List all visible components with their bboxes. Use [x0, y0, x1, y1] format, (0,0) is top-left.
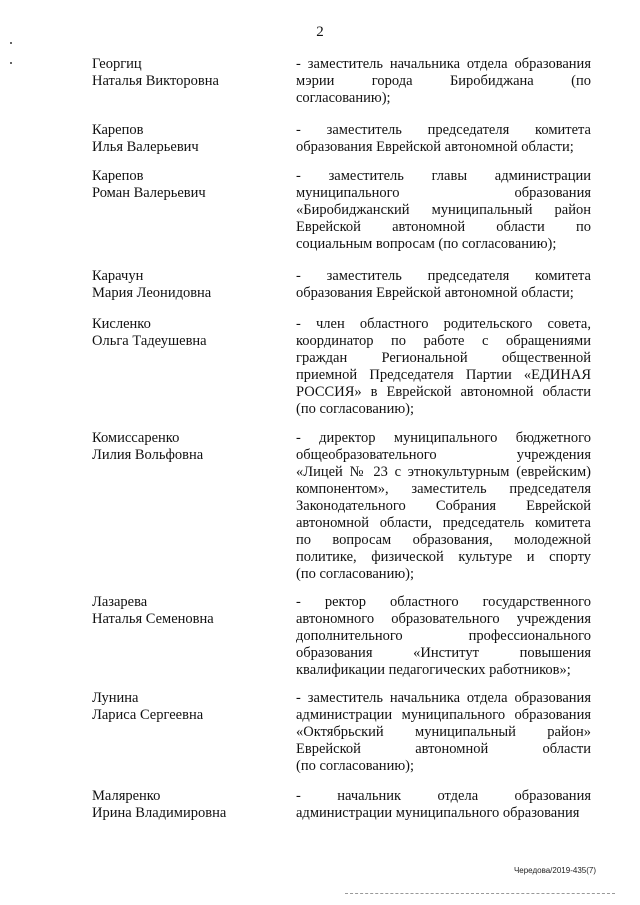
role-line: - ректор областного государственного [296, 594, 591, 610]
role-line: приемной Председателя Партии «ЕДИНАЯ [296, 367, 591, 383]
member-name [92, 168, 282, 202]
member-surname: Лунина [92, 690, 139, 706]
role-line: - заместитель председателя комитета [296, 268, 591, 284]
member-role [296, 122, 591, 156]
role-line: - заместитель начальника отдела образования [296, 690, 591, 706]
member-name [92, 690, 282, 724]
role-line: по вопросам образования, молодежной [296, 532, 591, 548]
member-role [296, 690, 591, 775]
role-line: - заместитель главы администрации [296, 168, 591, 184]
member-surname: Георгиц [92, 56, 142, 72]
role-line: РОССИЯ» в Еврейской автономной области [296, 384, 591, 400]
role-line: - директор муниципального бюджетного [296, 430, 591, 446]
member-name [92, 122, 282, 156]
member-role [296, 594, 591, 679]
member-surname: Карепов [92, 168, 144, 184]
role-line: - член областного родительского совета, [296, 316, 591, 332]
role-line: (по согласованию); [296, 401, 415, 417]
role-line: образования Еврейской автономной области; [296, 285, 574, 301]
role-line: граждан Региональной общественной [296, 350, 591, 366]
role-line: Еврейской автономной области [296, 741, 591, 757]
member-name [92, 56, 282, 90]
member-name [92, 788, 282, 822]
role-line: социальным вопросам (по согласованию); [296, 236, 557, 252]
member-role [296, 788, 591, 822]
role-line: Еврейской автономной области по [296, 219, 591, 235]
role-line: «Биробиджанский муниципальный район [296, 202, 591, 218]
member-surname: Маляренко [92, 788, 161, 804]
member-name [92, 268, 282, 302]
member-given-names: Ирина Владимировна [92, 805, 227, 821]
role-line: координатор по работе с обращениями [296, 333, 591, 349]
role-line: квалификации педагогических работников»; [296, 662, 571, 678]
member-role [296, 168, 591, 253]
member-given-names: Наталья Семеновна [92, 611, 214, 627]
role-line: (по согласованию); [296, 758, 415, 774]
role-line: (по согласованию); [296, 566, 415, 582]
role-line: компонентом», заместитель председателя [296, 481, 591, 497]
role-line: Законодательного Собрания Еврейской [296, 498, 591, 514]
role-line: автономного образовательного учреждения [296, 611, 591, 627]
role-line: образования Еврейской автономной области; [296, 139, 574, 155]
member-given-names: Илья Валерьевич [92, 139, 199, 155]
role-line: согласованию); [296, 90, 391, 106]
role-line: «Октябрьский муниципальный район» [296, 724, 591, 740]
role-line: общеобразовательного учреждения [296, 447, 591, 463]
role-line: администрации муниципального образования [296, 707, 591, 723]
margin-mark [10, 62, 12, 64]
role-line: муниципального образования [296, 185, 591, 201]
member-name [92, 594, 282, 628]
member-surname: Карепов [92, 122, 144, 138]
member-given-names: Ольга Тадеушевна [92, 333, 207, 349]
member-role [296, 268, 591, 302]
role-line: дополнительного профессионального [296, 628, 591, 644]
member-given-names: Роман Валерьевич [92, 185, 206, 201]
member-given-names: Мария Леонидовна [92, 285, 212, 301]
role-line: администрации муниципального образования [296, 805, 580, 821]
member-role [296, 56, 591, 107]
bottom-rule [345, 893, 615, 894]
role-line: «Лицей № 23 с этнокультурным (еврейским) [296, 464, 591, 480]
role-line: - заместитель председателя комитета [296, 122, 591, 138]
member-given-names: Наталья Викторовна [92, 73, 219, 89]
member-given-names: Лилия Вольфовна [92, 447, 204, 463]
role-line: образования «Институт повышения [296, 645, 591, 661]
role-line: политике, физической культуре и спорту [296, 549, 591, 565]
role-line: - начальник отдела образования [296, 788, 591, 804]
member-surname: Комиссаренко [92, 430, 180, 446]
member-given-names: Лариса Сергеевна [92, 707, 204, 723]
member-role [296, 316, 591, 418]
role-line: - заместитель начальника отдела образования [296, 56, 591, 72]
document-code: Чередова/2019-435(7) [513, 866, 596, 875]
role-line: мэрии города Биробиджана (по [296, 73, 591, 89]
member-surname: Лазарева [92, 594, 148, 610]
page-number: 2 [316, 24, 324, 40]
member-name [92, 316, 282, 350]
member-surname: Карачун [92, 268, 144, 284]
member-name [92, 430, 282, 464]
member-surname: Кисленко [92, 316, 151, 332]
margin-mark [10, 42, 12, 44]
role-line: автономной области, председатель комитета [296, 515, 591, 531]
member-role [296, 430, 591, 583]
